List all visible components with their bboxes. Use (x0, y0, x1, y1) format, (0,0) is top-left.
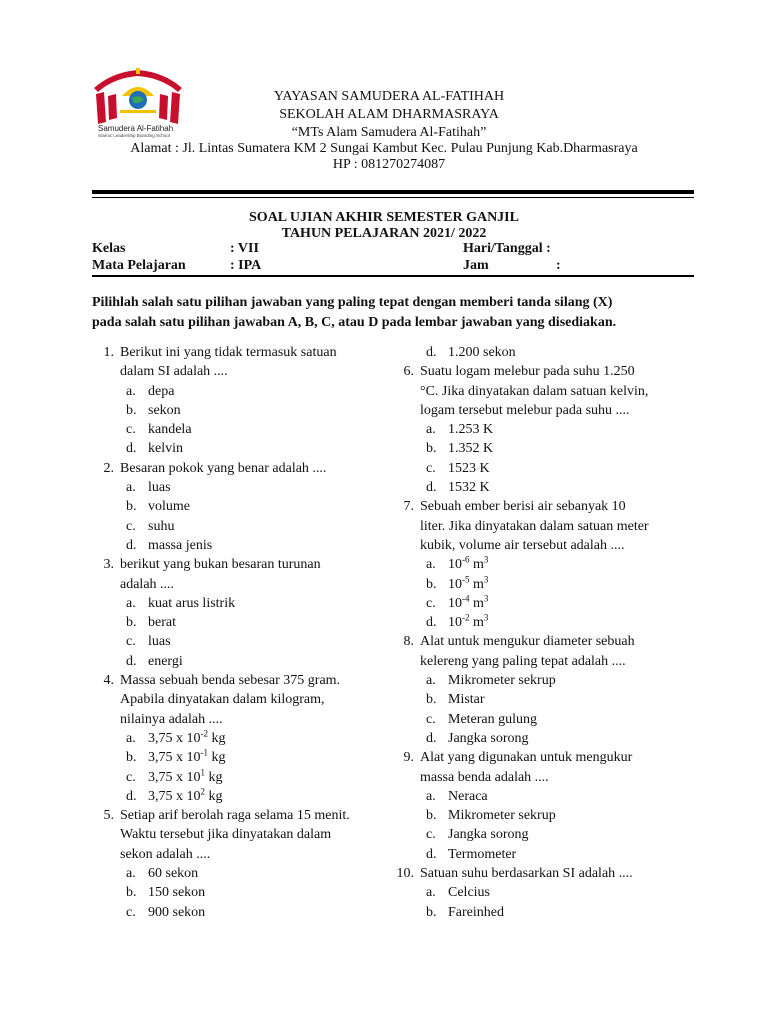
question-line (392, 768, 692, 787)
answer-option (392, 459, 692, 478)
questions-column-left (92, 343, 392, 922)
answer-option (92, 768, 392, 787)
answer-option (392, 903, 692, 922)
option-text (148, 768, 223, 787)
answer-option (392, 806, 692, 825)
option-text (148, 497, 190, 516)
option-text (448, 343, 516, 362)
option-text (448, 845, 516, 864)
option-letter: a. (426, 885, 436, 901)
answer-option (392, 787, 692, 806)
question-line (92, 555, 392, 574)
option-letter: c. (126, 634, 136, 650)
question-text: Suatu logam melebur pada suhu 1.250 (420, 364, 635, 380)
option-text (448, 903, 504, 922)
option-exponent: -6 (462, 554, 470, 565)
question-line (392, 401, 692, 420)
option-value: Termometer (448, 846, 517, 862)
option-unit: m (469, 557, 484, 573)
question-line (92, 710, 392, 729)
question-number: 2. (103, 460, 114, 476)
option-text (448, 594, 488, 613)
option-value: 900 sekon (148, 904, 206, 920)
option-letter: c. (126, 422, 136, 438)
option-letter: d. (426, 730, 437, 746)
answer-option (392, 613, 692, 632)
option-unit: m (469, 576, 484, 592)
option-letter: a. (126, 866, 136, 882)
option-text (448, 439, 493, 458)
question-line (92, 806, 392, 825)
answer-option (392, 690, 692, 709)
questions-column-right (392, 343, 692, 922)
question-line (92, 825, 392, 844)
question-text: kelereng yang paling tepat adalah .... (420, 653, 626, 669)
option-text (448, 729, 529, 748)
option-value: kelvin (148, 441, 183, 457)
option-letter: a. (426, 788, 436, 804)
option-unit-exponent: 3 (483, 573, 489, 584)
option-text (448, 787, 488, 806)
option-letter: b. (126, 499, 137, 515)
answer-option (92, 652, 392, 671)
option-text (448, 710, 537, 729)
option-exponent: -1 (200, 747, 208, 758)
school-subtitle: “MTs Alam Samudera Al-Fatihah” (291, 125, 487, 140)
option-exponent: -2 (200, 728, 208, 739)
answer-option (92, 439, 392, 458)
answer-option (392, 420, 692, 439)
option-value: sekon (148, 402, 181, 418)
question-text: massa benda adalah .... (420, 769, 549, 785)
option-letter: c. (126, 769, 136, 785)
option-letter: d. (426, 615, 437, 631)
question-text: Apabila dinyatakan dalam kilogram, (120, 692, 325, 708)
option-letter: b. (126, 615, 137, 631)
option-text (148, 883, 205, 902)
option-value: 10 (448, 576, 462, 592)
answer-option (92, 401, 392, 420)
option-value: volume (148, 499, 190, 515)
question-number: 9. (403, 750, 414, 766)
question-line (392, 382, 692, 401)
question-line (92, 690, 392, 709)
answer-option (392, 594, 692, 613)
exam-year: TAHUN PELAJARAN 2021/ 2022 (281, 226, 487, 241)
question-text: Sebuah ember berisi air sebanyak 10 (420, 499, 626, 515)
option-letter: b. (426, 441, 437, 457)
school-phone: HP : 081270274087 (332, 157, 446, 172)
question-number: 8. (403, 634, 414, 650)
option-value: suhu (148, 518, 175, 534)
option-value: Mikrometer sekrup (448, 808, 556, 824)
option-letter: a. (426, 557, 436, 573)
question-text: Alat untuk mengukur diameter sebuah (420, 634, 635, 650)
option-letter: d. (126, 537, 137, 553)
option-text (448, 555, 488, 574)
option-exponent: -4 (462, 593, 470, 604)
option-unit-exponent: 3 (483, 593, 489, 604)
answer-option (92, 613, 392, 632)
answer-option (92, 478, 392, 497)
option-letter: d. (126, 441, 137, 457)
instruction-line-1: Pilihlah salah satu pilihan jawaban yang paling tepat dengan memberi tanda silang (X) (92, 295, 613, 310)
answer-option (92, 729, 392, 748)
answer-option (392, 343, 692, 362)
option-letter: c. (426, 460, 436, 476)
option-text (148, 613, 176, 632)
option-text (148, 632, 171, 651)
option-text (448, 478, 490, 497)
option-letter: a. (126, 480, 136, 496)
option-value: Meteran gulung (448, 711, 538, 727)
kelas-value: : VII (230, 241, 259, 256)
option-value: luas (148, 480, 171, 496)
answer-option (392, 710, 692, 729)
option-value: 10 (448, 615, 462, 631)
option-text (148, 517, 174, 536)
option-exponent: -5 (462, 573, 470, 584)
option-letter: d. (126, 788, 137, 804)
option-value: 1.253 K (448, 422, 494, 438)
question-number: 6. (403, 364, 414, 380)
option-letter: c. (426, 595, 436, 611)
answer-option (392, 729, 692, 748)
answer-option (392, 883, 692, 902)
option-letter: d. (426, 345, 437, 360)
option-text (148, 594, 235, 613)
question-text: °C. Jika dinyatakan dalam satuan kelvin, (420, 383, 649, 399)
option-value: Fareinhed (448, 904, 504, 920)
option-letter: b. (426, 576, 437, 592)
jam-label: Jam (463, 258, 489, 273)
option-letter: b. (126, 402, 137, 418)
option-text (448, 690, 485, 709)
info-divider (92, 275, 694, 277)
question-text: kubik, volume air tersebut adalah .... (420, 537, 625, 553)
question-number: 4. (103, 673, 114, 689)
school-name: SEKOLAH ALAM DHARMASRAYA (279, 107, 499, 122)
option-letter: d. (126, 653, 137, 669)
question-text: Alat yang digunakan untuk mengukur (420, 750, 633, 766)
option-value: Jangka sorong (448, 827, 529, 843)
answer-option (92, 748, 392, 767)
answer-option (392, 478, 692, 497)
option-text (148, 536, 212, 555)
option-letter: a. (426, 422, 436, 438)
option-value: 3,75 x 10 (148, 769, 201, 785)
hari-tanggal-label: Hari/Tanggal : (463, 241, 551, 256)
school-address: Alamat : Jl. Lintas Sumatera KM 2 Sungai Kambut Kec. Pulau Punjung Kab.Dharmasraya (130, 141, 638, 156)
answer-option (92, 497, 392, 516)
option-unit: kg (205, 788, 223, 804)
option-text (448, 613, 488, 632)
option-value: 60 sekon (148, 866, 199, 882)
answer-option (392, 575, 692, 594)
question-text: adalah .... (120, 576, 175, 592)
question-text: Waktu tersebut jika dinyatakan dalam (120, 827, 332, 843)
question-line (392, 632, 692, 651)
foundation-name: YAYASAN SAMUDERA AL-FATIHAH (273, 89, 505, 104)
question-line (392, 652, 692, 671)
header-divider-thick (92, 190, 694, 194)
option-unit: m (469, 595, 484, 611)
question-number: 1. (103, 345, 114, 360)
option-letter: a. (126, 730, 136, 746)
question-text: liter. Jika dinyatakan dalam satuan meter (420, 518, 649, 534)
answer-option (92, 420, 392, 439)
option-letter: c. (126, 904, 136, 920)
option-value: 3,75 x 10 (148, 788, 201, 804)
option-letter: c. (126, 518, 136, 534)
option-text (448, 671, 556, 690)
option-text (148, 439, 183, 458)
question-text: dalam SI adalah .... (120, 364, 228, 380)
answer-option (92, 787, 392, 806)
answer-option (92, 903, 392, 922)
option-value: 1.200 sekon (448, 345, 516, 360)
option-unit: kg (208, 750, 226, 766)
option-letter: a. (426, 673, 436, 689)
answer-option (92, 632, 392, 651)
option-value: berat (148, 615, 176, 631)
option-value: Mikrometer sekrup (448, 673, 556, 689)
answer-option (392, 845, 692, 864)
answer-option (92, 536, 392, 555)
question-text: Setiap arif berolah raga selama 15 menit. (120, 808, 350, 824)
option-letter: c. (426, 711, 436, 727)
question-line (92, 362, 392, 381)
question-line (392, 497, 692, 516)
option-exponent: 2 (200, 786, 205, 797)
option-value: massa jenis (148, 537, 213, 553)
question-line (92, 671, 392, 690)
option-text (148, 401, 181, 420)
question-text: logam tersebut melebur pada suhu .... (420, 402, 630, 418)
option-text (148, 478, 171, 497)
option-value: Jangka sorong (448, 730, 529, 746)
option-exponent: 1 (200, 766, 205, 777)
mapel-label: Mata Pelajaran (92, 258, 186, 273)
answer-option (92, 382, 392, 401)
option-value: 1523 K (448, 460, 490, 476)
logo-caption: Samudera Al-Fatihah (98, 124, 174, 133)
question-number: 5. (103, 808, 114, 824)
option-letter: b. (426, 692, 437, 708)
answer-option (392, 555, 692, 574)
option-text (148, 748, 226, 767)
question-line (92, 845, 392, 864)
question-line (392, 536, 692, 555)
question-text: Massa sebuah benda sebesar 375 gram. (120, 673, 341, 689)
question-line (392, 748, 692, 767)
header-divider-thin (92, 197, 694, 198)
option-value: Neraca (448, 788, 488, 804)
exam-title: SOAL UJIAN AKHIR SEMESTER GANJIL (249, 210, 519, 225)
option-value: 3,75 x 10 (148, 730, 201, 746)
option-value: 10 (448, 595, 462, 611)
option-letter: a. (126, 383, 136, 399)
question-text: sekon adalah .... (120, 846, 211, 862)
option-unit-exponent: 3 (483, 612, 489, 623)
option-exponent: -2 (462, 612, 470, 623)
answer-option (92, 517, 392, 536)
question-number: 3. (103, 557, 114, 573)
option-text (148, 864, 198, 883)
option-value: Mistar (448, 692, 485, 708)
option-value: kuat arus listrik (148, 595, 236, 611)
option-letter: c. (426, 827, 436, 843)
option-text (448, 420, 493, 439)
option-letter: b. (126, 885, 137, 901)
option-letter: d. (426, 480, 437, 496)
option-text (148, 729, 226, 748)
option-letter: b. (426, 808, 437, 824)
option-text (148, 382, 174, 401)
question-line (392, 517, 692, 536)
jam-colon: : (556, 258, 561, 273)
option-value: 3,75 x 10 (148, 750, 201, 766)
answer-option (92, 864, 392, 883)
logo-subcaption: Islamic Leadership Boarding School (98, 133, 170, 138)
option-value: depa (148, 383, 175, 399)
question-line (92, 575, 392, 594)
kelas-label: Kelas (92, 241, 126, 256)
option-letter: b. (426, 904, 437, 920)
option-letter: a. (126, 595, 136, 611)
option-letter: d. (426, 846, 437, 862)
answer-option (92, 594, 392, 613)
question-line (92, 343, 392, 362)
option-text (448, 806, 556, 825)
option-value: 1532 K (448, 480, 490, 496)
answer-option (392, 439, 692, 458)
mapel-value: : IPA (230, 258, 262, 273)
option-text (148, 652, 183, 671)
question-text: Berikut ini yang tidak termasuk satuan (120, 345, 337, 360)
instruction-line-2: pada salah satu pilihan jawaban A, B, C, atau D pada lembar jawaban yang disediakan. (92, 315, 617, 330)
option-text (448, 459, 490, 478)
answer-option (392, 671, 692, 690)
option-value: Celcius (448, 885, 490, 901)
option-letter: b. (126, 750, 137, 766)
option-value: 1.352 K (448, 441, 494, 457)
question-number: 10. (396, 866, 414, 882)
option-value: energi (148, 653, 183, 669)
question-text: Satuan suhu berdasarkan SI adalah .... (420, 866, 633, 882)
option-text (448, 825, 529, 844)
question-text: Besaran pokok yang benar adalah .... (120, 460, 327, 476)
question-line (392, 864, 692, 883)
option-unit: m (469, 615, 484, 631)
question-text: nilainya adalah .... (120, 711, 223, 727)
option-value: luas (148, 634, 171, 650)
question-number: 7. (403, 499, 414, 515)
option-text (448, 883, 490, 902)
option-text (148, 420, 192, 439)
question-line (392, 362, 692, 381)
option-text (148, 787, 223, 806)
option-value: kandela (148, 422, 192, 438)
option-unit: kg (205, 769, 223, 785)
option-text (148, 903, 205, 922)
option-unit: kg (208, 730, 226, 746)
question-line (92, 459, 392, 478)
option-unit-exponent: 3 (483, 554, 489, 565)
option-value: 150 sekon (148, 885, 206, 901)
answer-option (392, 825, 692, 844)
question-text: berikut yang bukan besaran turunan (120, 557, 321, 573)
answer-option (92, 883, 392, 902)
option-value: 10 (448, 557, 462, 573)
option-text (448, 575, 488, 594)
